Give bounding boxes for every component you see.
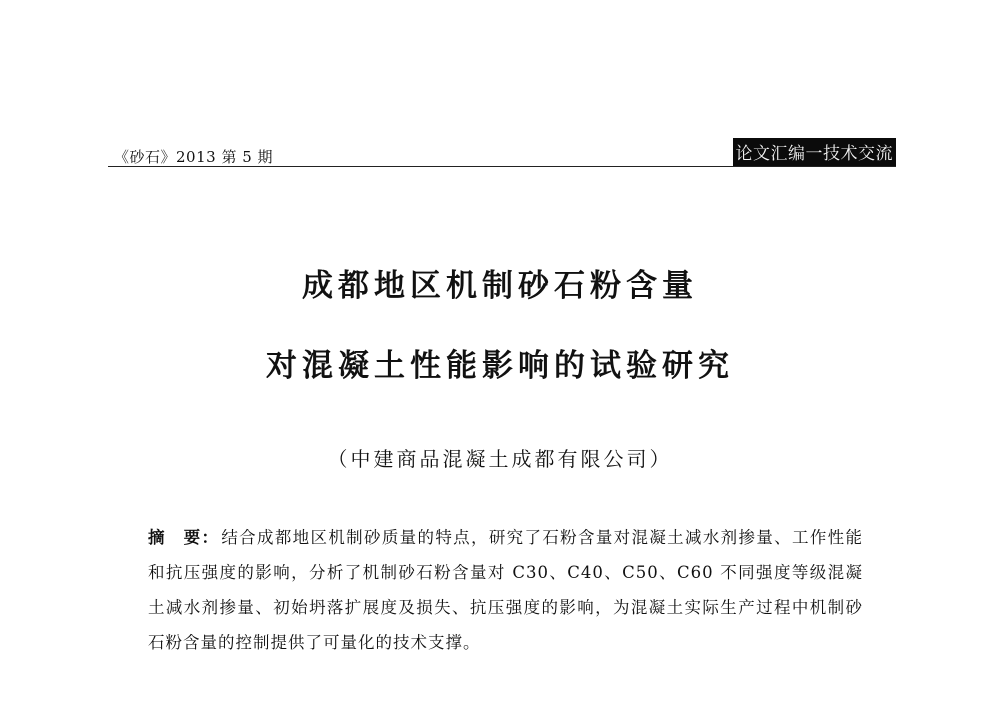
article-title-line-1: 成都地区机制砂石粉含量 [302,268,698,304]
abstract [148,520,863,660]
header-rule [108,166,896,167]
author-affiliation: （中建商品混凝土成都有限公司） [327,447,673,471]
page-header [108,138,896,168]
journal-issue: 《砂石》2013 第 5 期 [114,148,274,166]
abstract-label: 摘 要： [148,528,220,547]
abstract-text: 结合成都地区机制砂质量的特点，研究了石粉含量对混凝土减水剂掺量、工作性能和抗压强度的影响，分析了机制砂石粉含量对 C30、C40、C50、C60 不同强度等级混凝土减水剂掺量、初始坍落扩展度及损失、抗压强度的影响，为混凝土实际生产过程中机制砂石粉含量的控制提供了可量化的技术支撑。 [148,528,864,652]
column-tag: 论文汇编一技术交流 [733,138,897,166]
article-title-line-2: 对混凝土性能影响的试验研究 [266,348,734,384]
